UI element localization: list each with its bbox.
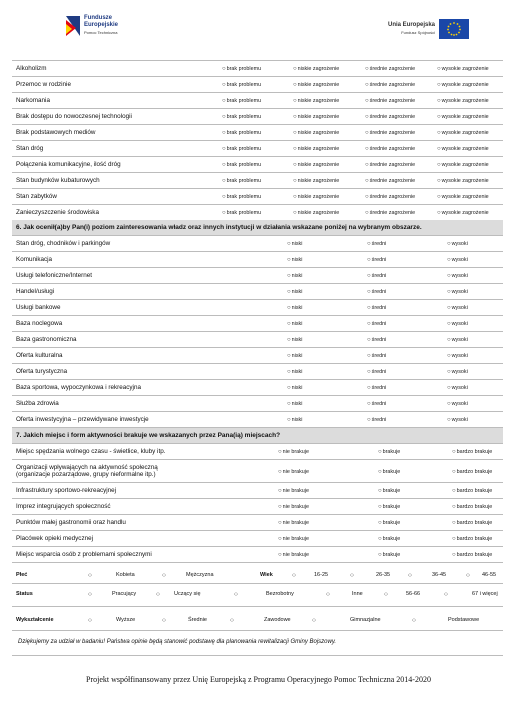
radio-option[interactable]: ○ średnie zagrożenie	[365, 82, 415, 88]
row-label: Baza noclegowa	[12, 316, 283, 332]
row-label: Służba zdrowia	[12, 396, 283, 412]
row-label: Baza gastronomiczna	[12, 332, 283, 348]
radio-option[interactable]: ○ niski	[287, 337, 302, 343]
radio-option[interactable]: ○ brak problemu	[222, 146, 261, 152]
row-label-line: Punktów małej gastronomii oraz handlu	[16, 519, 126, 526]
row-label: Handel/usługi	[12, 284, 283, 300]
eu-flag-icon	[439, 19, 469, 39]
row-label: Połączenia komunikacyjne, ilość dróg	[12, 157, 218, 173]
eu-logo	[388, 19, 469, 39]
row-label	[12, 444, 274, 460]
status-label: Status	[16, 591, 33, 597]
radio-option[interactable]: ○ niski	[287, 257, 302, 263]
table-row	[12, 460, 503, 483]
row-label: Stan zabytków	[12, 189, 218, 205]
table-row	[12, 547, 503, 563]
table-row	[12, 348, 503, 364]
radio-option[interactable]: ○ niskie zagrożenie	[293, 194, 339, 200]
radio-option[interactable]: ○ bardzo brakuje	[452, 449, 492, 455]
sex-mezczyzna-label: Mężczyzna	[186, 572, 214, 578]
table-row	[12, 316, 503, 332]
age-5-label: 56-66	[406, 591, 421, 597]
row-label	[12, 531, 274, 547]
radio-option[interactable]: ○ brak problemu	[222, 162, 261, 168]
status-pracujacy-radio[interactable]: ○	[88, 591, 92, 598]
age-4-radio[interactable]: ○	[466, 572, 470, 579]
row-label	[12, 547, 274, 563]
age-3-label: 36-45	[432, 572, 447, 578]
fundusze-europejskie-logo	[66, 15, 118, 36]
radio-option[interactable]: ○ wysoki	[447, 289, 468, 295]
radio-option[interactable]: ○ bardzo brakuje	[452, 520, 492, 526]
row-label: Brak dostępu do nowoczesnej technologii	[12, 109, 218, 125]
radio-option[interactable]: ○ wysokie zagrożenie	[437, 66, 489, 72]
radio-option[interactable]: ○ niski	[287, 241, 302, 247]
radio-option[interactable]: ○ brak problemu	[222, 114, 261, 120]
radio-option[interactable]: ○ brakuje	[378, 520, 400, 526]
table-row	[12, 499, 503, 515]
radio-option[interactable]: ○ wysoki	[447, 321, 468, 327]
radio-option[interactable]: ○ niskie zagrożenie	[293, 130, 339, 136]
radio-option[interactable]: ○ nie brakuje	[278, 488, 309, 494]
radio-option[interactable]: ○ średnie zagrożenie	[365, 194, 415, 200]
row-label: Oferta inwestycyjna – przewidywane inwestycje	[12, 412, 283, 428]
radio-option[interactable]: ○ średni	[367, 385, 386, 391]
divider	[12, 606, 503, 607]
radio-option[interactable]: ○ wysoki	[447, 353, 468, 359]
table-row	[12, 483, 503, 499]
radio-option[interactable]: ○ niskie zagrożenie	[293, 114, 339, 120]
radio-option[interactable]: ○ bardzo brakuje	[452, 504, 492, 510]
table-row	[12, 412, 503, 428]
radio-option[interactable]: ○ średni	[367, 337, 386, 343]
radio-option[interactable]: ○ nie brakuje	[278, 449, 309, 455]
radio-option[interactable]: ○ średnie zagrożenie	[365, 114, 415, 120]
age-5-radio[interactable]: ○	[384, 591, 388, 598]
table-row	[12, 444, 503, 460]
row-label	[12, 515, 274, 531]
edu-srednie-label: Średnie	[188, 617, 207, 623]
radio-option[interactable]: ○ niskie zagrożenie	[293, 162, 339, 168]
radio-option[interactable]: ○ brakuje	[378, 488, 400, 494]
fe-logo-icon	[66, 16, 80, 36]
radio-option[interactable]: ○ niski	[287, 385, 302, 391]
sex-kobieta-radio[interactable]: ○	[88, 572, 92, 579]
radio-option[interactable]: ○ średni	[367, 273, 386, 279]
row-label: Stan budynków kubaturowych	[12, 173, 218, 189]
question-7-title: 7. Jakich miejsc i form aktywności brakuje we wskazanych przez Pana(ią) miejscach?	[12, 428, 503, 443]
edu-wyzsze-label: Wyższe	[116, 617, 136, 623]
radio-option[interactable]: ○ niskie zagrożenie	[293, 66, 339, 72]
radio-option[interactable]: ○ wysokie zagrożenie	[437, 146, 489, 152]
radio-option[interactable]: ○ bardzo brakuje	[452, 469, 492, 475]
radio-option[interactable]: ○ niskie zagrożenie	[293, 178, 339, 184]
radio-option[interactable]: ○ średnie zagrożenie	[365, 146, 415, 152]
table-row	[12, 268, 503, 284]
radio-option[interactable]: ○ bardzo brakuje	[452, 552, 492, 558]
edu-zawodowe-radio[interactable]: ○	[230, 617, 234, 624]
radio-option[interactable]: ○ średni	[367, 321, 386, 327]
age-2-radio[interactable]: ○	[350, 572, 354, 579]
radio-option[interactable]: ○ wysoki	[447, 337, 468, 343]
radio-option[interactable]: ○ niskie zagrożenie	[293, 98, 339, 104]
radio-option[interactable]: ○ średnie zagrożenie	[365, 130, 415, 136]
radio-option[interactable]: ○ niski	[287, 417, 302, 423]
edu-podstawowe-radio[interactable]: ○	[412, 617, 416, 624]
sex-kobieta-label: Kobieta	[116, 572, 135, 578]
row-label	[12, 499, 274, 515]
logo-line3: Pomoc Techniczna	[84, 30, 118, 35]
table-row	[12, 332, 503, 348]
radio-option[interactable]: ○ brak problemu	[222, 82, 261, 88]
radio-option[interactable]: ○ średni	[367, 401, 386, 407]
footer-note: Projekt współfinansowany przez Unię Europejską z Programu Operacyjnego Pomoc Techniczna 2014-2020	[86, 675, 431, 684]
radio-option[interactable]: ○ wysoki	[447, 305, 468, 311]
status-bezrobotny-label: Bezrobotny	[266, 591, 294, 597]
radio-option[interactable]: ○ wysokie zagrożenie	[437, 82, 489, 88]
table-row	[12, 125, 503, 141]
row-label-line: Miejsc spędzania wolnego czasu - świetlice, kluby itp.	[16, 448, 166, 455]
radio-option[interactable]: ○ średni	[367, 305, 386, 311]
radio-option[interactable]: ○ nie brakuje	[278, 552, 309, 558]
thanks-note: Dziękujemy za udział w badaniu! Państwa opinie będą stanowić podstawę dla planowania rewitalizacji Gminy Bojszowy.	[18, 639, 337, 645]
row-label-line: Infrastruktury sportowo-rekreacyjnej	[16, 487, 117, 494]
education-label: Wykształcenie	[16, 617, 54, 623]
question-6-title: 6. Jak ocenił(a)by Pan(i) poziom zainteresowania władz oraz innych instytucji w działania wskazane poniżej na wybranym obszarze.	[12, 220, 503, 235]
radio-option[interactable]: ○ średni	[367, 369, 386, 375]
radio-option[interactable]: ○ brak problemu	[222, 66, 261, 72]
radio-option[interactable]: ○ wysoki	[447, 385, 468, 391]
table-row	[12, 189, 503, 205]
row-label: Oferta turystyczna	[12, 364, 283, 380]
radio-option[interactable]: ○ brak problemu	[222, 178, 261, 184]
age-label: Wiek	[260, 572, 273, 578]
age-4-label: 46-55	[482, 572, 497, 578]
table-row	[12, 236, 503, 252]
radio-option[interactable]: ○ niski	[287, 369, 302, 375]
radio-option[interactable]: ○ brakuje	[378, 449, 400, 455]
radio-option[interactable]: ○ średni	[367, 417, 386, 423]
row-label: Usługi bankowe	[12, 300, 283, 316]
radio-option[interactable]: ○ niski	[287, 401, 302, 407]
radio-option[interactable]: ○ wysokie zagrożenie	[437, 130, 489, 136]
row-label: Brak podstawowych mediów	[12, 125, 218, 141]
radio-option[interactable]: ○ wysoki	[447, 273, 468, 279]
radio-option[interactable]: ○ brakuje	[378, 552, 400, 558]
radio-option[interactable]: ○ nie brakuje	[278, 520, 309, 526]
row-label: Alkoholizm	[12, 61, 218, 77]
radio-option[interactable]: ○ bardzo brakuje	[452, 536, 492, 542]
table-row	[12, 364, 503, 380]
status-pracujacy-label: Pracujący	[112, 591, 137, 597]
radio-option[interactable]: ○ średnie zagrożenie	[365, 98, 415, 104]
radio-option[interactable]: ○ wysokie zagrożenie	[437, 98, 489, 104]
edu-zawodowe-label: Zawodowe	[264, 617, 291, 623]
radio-option[interactable]: ○ wysokie zagrożenie	[437, 194, 489, 200]
edu-gimnazjalne-label: Gimnazjalne	[350, 617, 381, 623]
radio-option[interactable]: ○ wysokie zagrożenie	[437, 162, 489, 168]
row-label: Komunikacja	[12, 252, 283, 268]
radio-option[interactable]: ○ wysokie zagrożenie	[437, 210, 489, 216]
table-row	[12, 396, 503, 412]
radio-option[interactable]: ○ brakuje	[378, 469, 400, 475]
table-row	[12, 300, 503, 316]
radio-option[interactable]: ○ wysoki	[447, 401, 468, 407]
row-label-line: (organizacje pozarządowe, grupy nieformalne itp.)	[16, 471, 156, 478]
age-6-label: 67 i więcej	[472, 591, 498, 597]
row-label-line: Imprez integrujących społeczność	[16, 503, 111, 510]
edu-wyzsze-radio[interactable]: ○	[88, 617, 92, 624]
row-label	[12, 460, 274, 483]
radio-option[interactable]: ○ wysoki	[447, 241, 468, 247]
table-row	[12, 515, 503, 531]
radio-option[interactable]: ○ brak problemu	[222, 210, 261, 216]
age-6-radio[interactable]: ○	[444, 591, 448, 598]
status-bezrobotny-radio[interactable]: ○	[234, 591, 238, 598]
table-row	[12, 205, 503, 221]
row-label: Stan dróg	[12, 141, 218, 157]
radio-option[interactable]: ○ niski	[287, 273, 302, 279]
row-label: Narkomania	[12, 93, 218, 109]
sex-label: Płeć	[16, 572, 28, 578]
divider	[12, 583, 503, 584]
divider	[12, 655, 503, 656]
radio-option[interactable]: ○ niskie zagrożenie	[293, 82, 339, 88]
radio-option[interactable]: ○ bardzo brakuje	[452, 488, 492, 494]
radio-option[interactable]: ○ średni	[367, 353, 386, 359]
edu-srednie-radio[interactable]: ○	[162, 617, 166, 624]
table-row	[12, 157, 503, 173]
status-inne-label: Inne	[352, 591, 363, 597]
table-row	[12, 284, 503, 300]
row-label	[12, 483, 274, 499]
row-label-line: Organizacji wpływających na aktywność społeczną	[16, 464, 158, 471]
radio-option[interactable]: ○ brak problemu	[222, 130, 261, 136]
table-row	[12, 380, 503, 396]
age-1-label: 16-25	[314, 572, 329, 578]
radio-option[interactable]: ○ nie brakuje	[278, 504, 309, 510]
age-2-label: 26-35	[376, 572, 391, 578]
table-row	[12, 252, 503, 268]
edu-gimnazjalne-radio[interactable]: ○	[312, 617, 316, 624]
radio-option[interactable]: ○ wysokie zagrożenie	[437, 114, 489, 120]
table-row	[12, 77, 503, 93]
radio-option[interactable]: ○ niskie zagrożenie	[293, 210, 339, 216]
table-row	[12, 531, 503, 547]
radio-option[interactable]: ○ nie brakuje	[278, 469, 309, 475]
radio-option[interactable]: ○ brak problemu	[222, 98, 261, 104]
radio-option[interactable]: ○ brakuje	[378, 504, 400, 510]
radio-option[interactable]: ○ średnie zagrożenie	[365, 210, 415, 216]
row-label: Oferta kulturalna	[12, 348, 283, 364]
radio-option[interactable]: ○ średnie zagrożenie	[365, 66, 415, 72]
table-row	[12, 173, 503, 189]
radio-option[interactable]: ○ niski	[287, 289, 302, 295]
age-3-radio[interactable]: ○	[408, 572, 412, 579]
status-inne-radio[interactable]: ○	[326, 591, 330, 598]
sex-mezczyzna-radio[interactable]: ○	[162, 572, 166, 579]
status-uczacy-radio[interactable]: ○	[156, 591, 160, 598]
logo-line1: Fundusze	[84, 15, 112, 21]
radio-option[interactable]: ○ średnie zagrożenie	[365, 162, 415, 168]
table-row	[12, 61, 503, 77]
problems-table	[12, 60, 503, 221]
table-row	[12, 109, 503, 125]
radio-option[interactable]: ○ średni	[367, 257, 386, 263]
status-uczacy-label: Uczący się	[174, 591, 201, 597]
radio-option[interactable]: ○ średni	[367, 289, 386, 295]
edu-podstawowe-label: Podstawowe	[448, 617, 480, 623]
q6-table	[12, 235, 503, 428]
row-label: Usługi telefoniczne/Internet	[12, 268, 283, 284]
q7-table	[12, 443, 503, 563]
eu-line1: Unia Europejska	[388, 22, 436, 28]
radio-option[interactable]: ○ niski	[287, 321, 302, 327]
table-row	[12, 141, 503, 157]
radio-option[interactable]: ○ średni	[367, 241, 386, 247]
logo-line2: Europejskie	[84, 22, 119, 28]
divider	[12, 630, 503, 631]
table-row	[12, 93, 503, 109]
radio-option[interactable]: ○ brak problemu	[222, 194, 261, 200]
age-1-radio[interactable]: ○	[292, 572, 296, 579]
row-label: Stan dróg, chodników i parkingów	[12, 236, 283, 252]
radio-option[interactable]: ○ nie brakuje	[278, 536, 309, 542]
row-label: Baza sportowa, wypoczynkowa i rekreacyjna	[12, 380, 283, 396]
row-label: Przemoc w rodzinie	[12, 77, 218, 93]
row-label-line: Miejsc wsparcia osób z problemami społecznymi	[16, 551, 152, 558]
radio-option[interactable]: ○ średnie zagrożenie	[365, 178, 415, 184]
radio-option[interactable]: ○ niskie zagrożenie	[293, 146, 339, 152]
row-label-line: Placówek opieki medycznej	[16, 535, 93, 542]
radio-option[interactable]: ○ wysoki	[447, 257, 468, 263]
radio-option[interactable]: ○ niski	[287, 305, 302, 311]
radio-option[interactable]: ○ wysokie zagrożenie	[437, 178, 489, 184]
row-label: Zanieczyszczenie środowiska	[12, 205, 218, 221]
eu-line2: Fundusz Spójności	[401, 30, 436, 35]
radio-option[interactable]: ○ brakuje	[378, 536, 400, 542]
radio-option[interactable]: ○ wysoki	[447, 369, 468, 375]
radio-option[interactable]: ○ niski	[287, 353, 302, 359]
radio-option[interactable]: ○ wysoki	[447, 417, 468, 423]
